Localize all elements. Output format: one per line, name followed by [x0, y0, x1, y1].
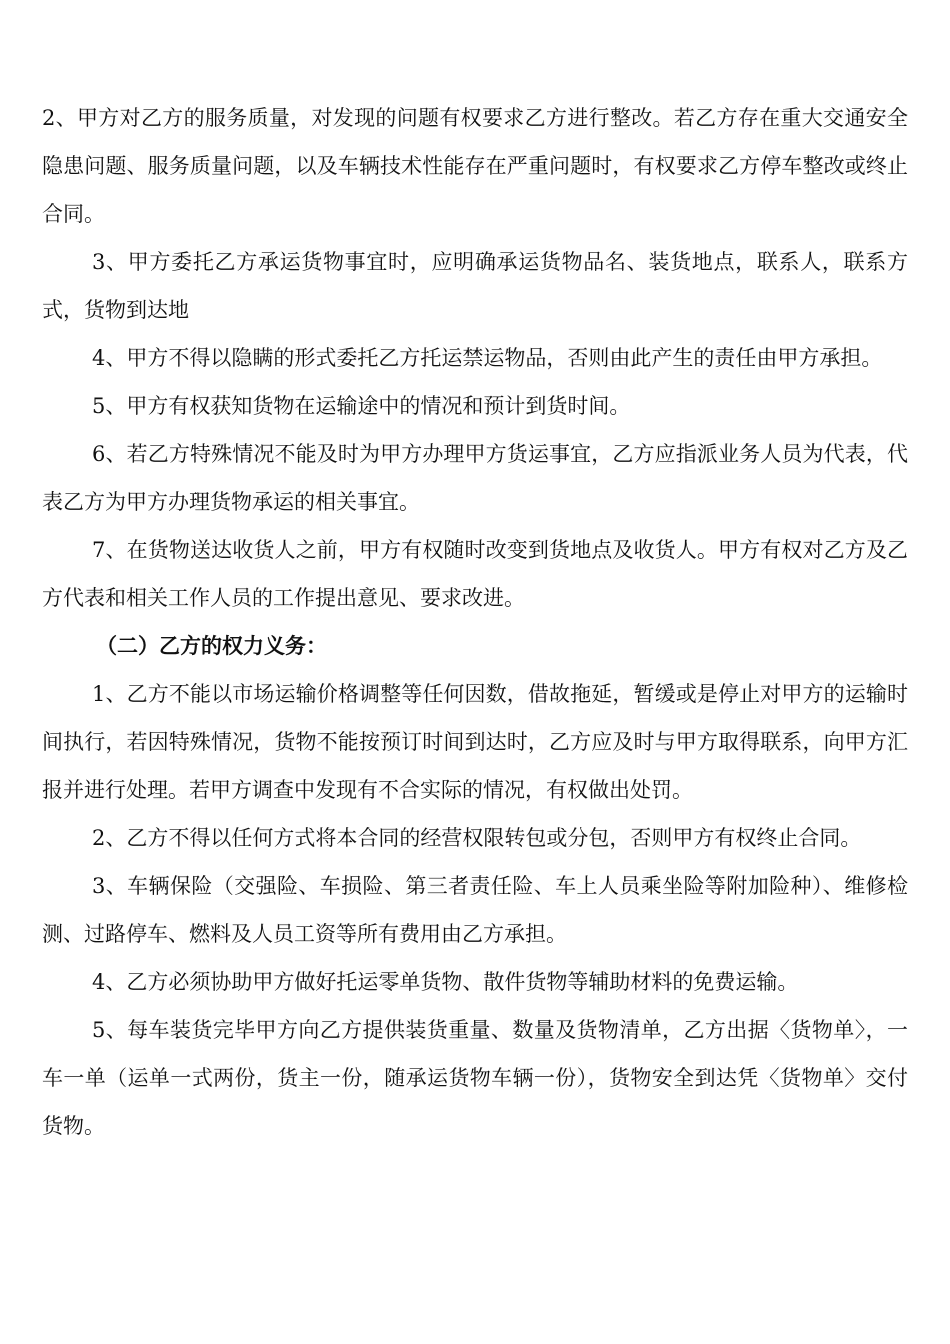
paragraph-a4: 4、甲方不得以隐瞒的形式委托乙方托运禁运物品，否则由此产生的责任由甲方承担。	[92, 346, 883, 370]
paragraph-b4: 4、乙方必须协助甲方做好托运零单货物、散件货物等辅助材料的免费运输。	[92, 970, 799, 994]
paragraph-a7: 7、在货物送达收货人之前，甲方有权随时改变到货地点及收货人。甲方有权对乙方及乙方代表和相关工作人员的工作提出意见、要求改进。	[42, 538, 908, 610]
paragraph-b5: 5、每车装货完毕甲方向乙方提供装货重量、数量及货物清单，乙方出据〈货物单〉，一车一单（运单一式两份，货主一份，随承运货物车辆一份），货物安全到达凭〈货物单〉交付货物。	[42, 1018, 908, 1138]
paragraph-b1: 1、乙方不能以市场运输价格调整等任何因数，借故拖延，暂缓或是停止对甲方的运输时间执行，若因特殊情况，货物不能按预订时间到达时，乙方应及时与甲方取得联系，向甲方汇报并进行处理。若甲方调查中发现有不合实际的情况，有权做出处罚。	[42, 682, 908, 802]
paragraph-a3: 3、甲方委托乙方承运货物事宜时，应明确承运货物品名、装货地点，联系人，联系方式，货物到达地	[42, 250, 908, 322]
paragraph-b3: 3、车辆保险（交强险、车损险、第三者责任险、车上人员乘坐险等附加险种）、维修检测、过路停车、燃料及人员工资等所有费用由乙方承担。	[42, 874, 908, 946]
paragraph-a5: 5、甲方有权获知货物在运输途中的情况和预计到货时间。	[92, 394, 631, 418]
paragraph-a2: 2、甲方对乙方的服务质量，对发现的问题有权要求乙方进行整改。若乙方存在重大交通安全隐患问题、服务质量问题，以及车辆技术性能存在严重问题时，有权要求乙方停车整改或终止合同。	[42, 106, 908, 226]
paragraph-b2: 2、乙方不得以任何方式将本合同的经营权限转包或分包，否则甲方有权终止合同。	[92, 826, 862, 850]
paragraph-a6: 6、若乙方特殊情况不能及时为甲方办理甲方货运事宜，乙方应指派业务人员为代表，代表乙方为甲方办理货物承运的相关事宜。	[42, 442, 908, 514]
section-heading: （二）乙方的权力义务：	[96, 633, 327, 658]
document-page	[42, 94, 908, 1150]
